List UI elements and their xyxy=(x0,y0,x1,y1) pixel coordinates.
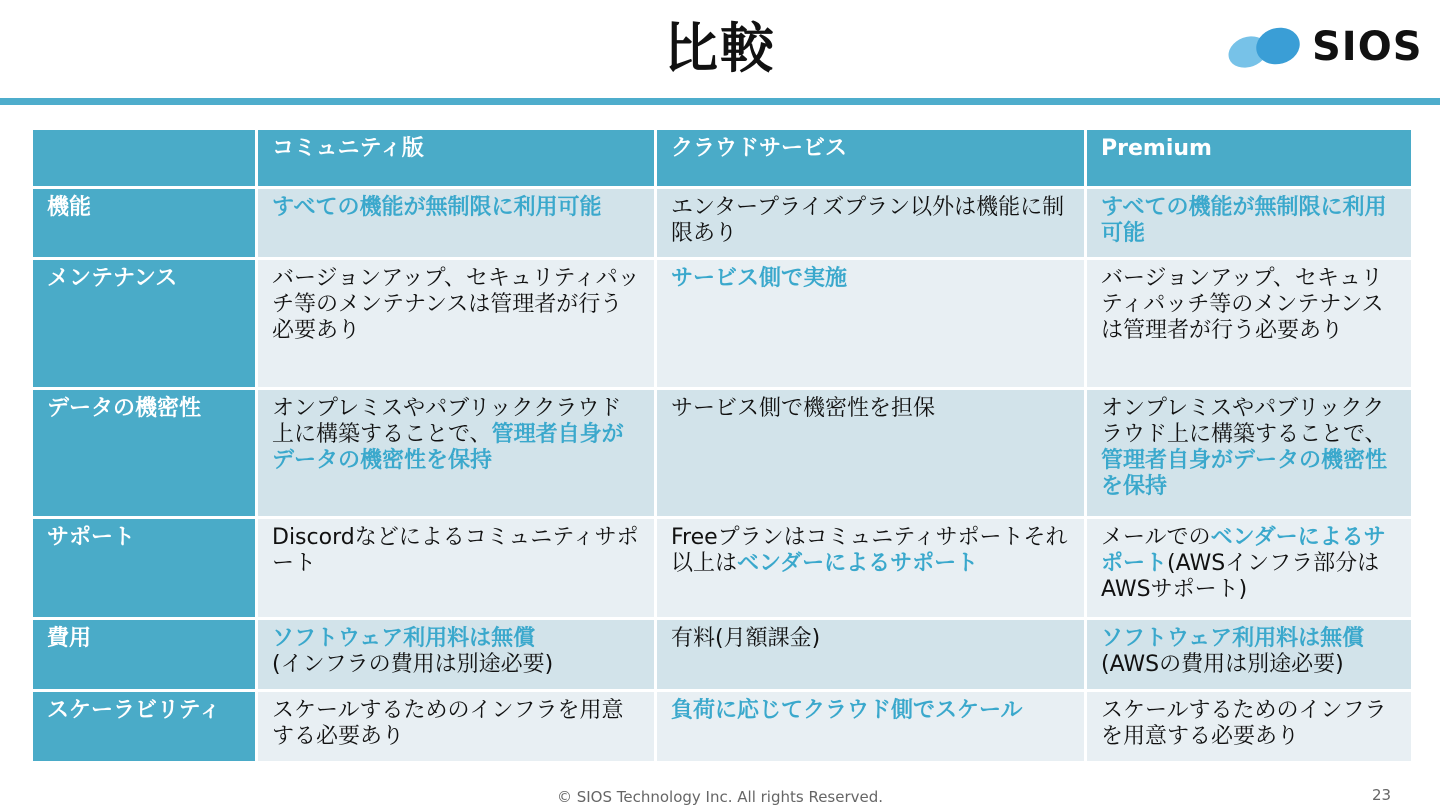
cell-text: 有料(月額課金) xyxy=(671,626,821,651)
row-label: 機能 xyxy=(32,188,257,259)
cell-text: サービス側で機密性を担保 xyxy=(671,396,936,421)
header-corner xyxy=(32,129,257,188)
highlight-text: 管理者自身がデータの機密性を保持 xyxy=(1101,448,1388,499)
cell-premium xyxy=(1086,389,1413,518)
cell-community xyxy=(257,389,656,518)
cell-text: Freeプランはコミュニティサポートそれ以上は xyxy=(671,525,1068,576)
cell-text: スケールするためのインフラを用意する必要あり xyxy=(1101,698,1387,749)
highlight-text: すべての機能が無制限に利用可能 xyxy=(272,195,602,220)
table-row xyxy=(32,691,1413,763)
cell-text: オンプレミスやパブリッククラウド上に構築することで、 xyxy=(272,396,622,447)
page-number: 23 xyxy=(1372,786,1392,804)
highlight-text: ベンダーによるサポート xyxy=(1101,525,1386,576)
cell-premium xyxy=(1086,259,1413,389)
cell-text: オンプレミスやパブリッククラウド上に構築することで、 xyxy=(1101,396,1387,447)
table-header-row xyxy=(32,129,1413,188)
cell-text: スケールするためのインフラを用意する必要あり xyxy=(272,698,624,749)
row-label: メンテナンス xyxy=(32,259,257,389)
table-row xyxy=(32,188,1413,259)
cell-cloud xyxy=(656,389,1086,518)
cell-cloud xyxy=(656,188,1086,259)
cell-text: エンタープライズプラン以外は機能に制限あり xyxy=(671,195,1065,246)
cell-text: (AWSの費用は別途必要) xyxy=(1101,652,1344,677)
cell-premium xyxy=(1086,188,1413,259)
highlight-text: サービス側で実施 xyxy=(671,266,848,291)
cell-text: バージョンアップ、セキュリティパッチ等のメンテナンスは管理者が行う必要あり xyxy=(1101,266,1384,343)
cell-community xyxy=(257,259,656,389)
cell-community xyxy=(257,619,656,691)
cell-cloud xyxy=(656,619,1086,691)
highlight-text: ソフトウェア利用料は無償 xyxy=(272,626,536,651)
table-row xyxy=(32,619,1413,691)
header-cloud: クラウドサービス xyxy=(656,129,1086,188)
cell-text: Discordなどによるコミュニティサポート xyxy=(272,525,639,576)
header-premium: Premium xyxy=(1086,129,1413,188)
highlight-text: すべての機能が無制限に利用可能 xyxy=(1101,195,1387,246)
cell-text: メールでの xyxy=(1101,525,1211,550)
row-label: スケーラビリティ xyxy=(32,691,257,763)
highlight-text: 管理者自身がデータの機密性を保持 xyxy=(272,422,624,473)
cell-text: バージョンアップ、セキュリティパッチ等のメンテナンスは管理者が行う必要あり xyxy=(272,266,640,343)
row-label: サポート xyxy=(32,518,257,619)
cell-premium xyxy=(1086,691,1413,763)
footer-copyright: © SIOS Technology Inc. All rights Reserved. xyxy=(556,788,884,806)
cell-community xyxy=(257,518,656,619)
cell-community xyxy=(257,188,656,259)
row-label: データの機密性 xyxy=(32,389,257,518)
cell-cloud xyxy=(656,259,1086,389)
header-community: コミュニティ版 xyxy=(257,129,656,188)
cell-premium xyxy=(1086,518,1413,619)
comparison-table xyxy=(30,127,1414,764)
table-row xyxy=(32,389,1413,518)
table-row xyxy=(32,518,1413,619)
highlight-text: ソフトウェア利用料は無償 xyxy=(1101,626,1365,651)
table-row xyxy=(32,259,1413,389)
cell-text: (AWSインフラ部分はAWSサポート) xyxy=(1101,551,1380,602)
row-label: 費用 xyxy=(32,619,257,691)
cell-community xyxy=(257,691,656,763)
cell-cloud xyxy=(656,518,1086,619)
cell-text: (インフラの費用は別途必要) xyxy=(272,652,554,677)
title-divider xyxy=(0,98,1440,105)
highlight-text: 負荷に応じてクラウド側でスケール xyxy=(671,698,1023,723)
highlight-text: ベンダーによるサポート xyxy=(737,551,979,576)
slide-title: 比較 xyxy=(664,17,776,80)
cell-cloud xyxy=(656,691,1086,763)
logo-text: SIOS xyxy=(1312,24,1423,70)
cell-premium xyxy=(1086,619,1413,691)
